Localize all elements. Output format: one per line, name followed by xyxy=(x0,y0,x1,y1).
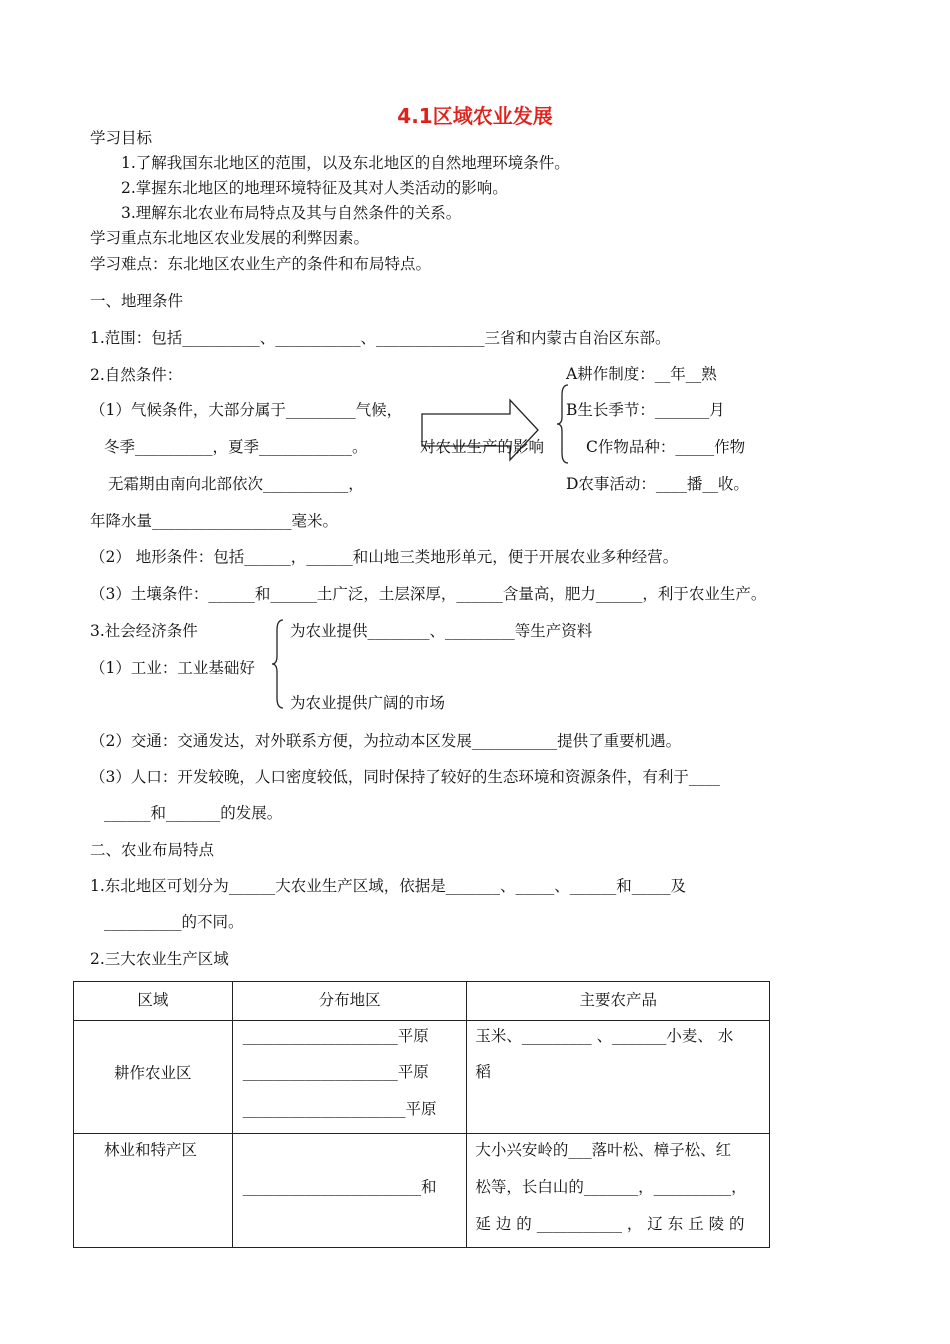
product-line: 稻 xyxy=(475,1063,491,1081)
agri-zones-table xyxy=(73,981,770,1248)
scope-line: 1.范围：包括__________、___________、______________三省和内蒙古自治区东部。 xyxy=(90,329,671,347)
table-row xyxy=(74,1134,770,1248)
table-row xyxy=(74,1021,770,1134)
climate-season-line: 冬季__________，夏季____________。 xyxy=(104,438,368,456)
section1-heading: 一、地理条件 xyxy=(90,292,184,310)
region-name: 林业和特产区 xyxy=(104,1141,198,1159)
learning-difficulty: 学习难点：东北地区农业生产的条件和布局特点。 xyxy=(90,255,432,273)
product-line: 松等，长白山的_______，__________， xyxy=(475,1178,747,1196)
climate-line: （1）气候条件，大部分属于_________气候， xyxy=(90,401,403,419)
impact-farm-activity: D农事活动：____播__收。 xyxy=(566,475,749,493)
page-title: 4.1区域农业发展 xyxy=(397,104,553,128)
impact-farming-system: A耕作制度：__年__熟 xyxy=(566,365,717,383)
social-heading: 3.社会经济条件 xyxy=(90,622,198,640)
objective-item: 1.了解我国东北地区的范围，以及东北地区的自然地理环境条件。 xyxy=(121,154,570,172)
section2-heading: 二、农业布局特点 xyxy=(90,841,215,859)
frost-line: 无霜期由南向北部依次___________， xyxy=(108,475,364,493)
area-plain: ____________________平原 xyxy=(242,1063,429,1081)
precipitation-line: 年降水量__________________毫米。 xyxy=(90,512,339,530)
product-line: 延 边 的 ___________ ， 辽 东 丘 陵 的 xyxy=(475,1215,745,1233)
soil-line: （3）土壤条件：______和______土广泛，土层深厚，______含量高，肥力______，利于农业生产。 xyxy=(90,585,767,603)
regions-line-2: __________的不同。 xyxy=(104,913,244,931)
table-header: 分布地区 xyxy=(318,991,381,1009)
table-header: 主要农产品 xyxy=(579,991,657,1009)
industry-line: （1）工业：工业基础好 xyxy=(90,659,255,677)
regions-line: 1.东北地区可划分为______大农业生产区域，依据是_______、_____、______和_____及 xyxy=(90,877,687,895)
impact-growing-season: B生长季节：_______月 xyxy=(566,401,725,419)
table-header-row xyxy=(74,982,770,1021)
objective-item: 3.理解东北农业布局特点及其与自然条件的关系。 xyxy=(121,204,462,222)
product-line: 玉米、_________ 、_______小麦、 水 xyxy=(475,1027,734,1045)
brace-icon xyxy=(556,383,570,465)
arrow-label: 对农业生产的影响 xyxy=(420,438,545,456)
area-plain: _____________________平原 xyxy=(242,1100,437,1118)
industry-supply-line: 为农业提供________、_________等生产资料 xyxy=(290,622,593,640)
table-caption: 2.三大农业生产区域 xyxy=(90,950,229,968)
population-line: （3）人口：开发较晚，人口密度较低，同时保持了较好的生态环境和资源条件，有利于____ xyxy=(90,768,720,786)
table-header: 区域 xyxy=(137,991,169,1009)
learning-focus: 学习重点东北地区农业发展的利弊因素。 xyxy=(90,229,370,247)
area-plain: ____________________平原 xyxy=(242,1027,429,1045)
population-line-2: ______和_______的发展。 xyxy=(104,804,283,822)
natural-heading: 2.自然条件： xyxy=(90,366,183,384)
objectives-heading: 学习目标 xyxy=(90,129,153,147)
brace-icon xyxy=(271,618,285,710)
region-name: 耕作农业区 xyxy=(114,1064,192,1082)
transport-line: （2）交通：交通发达，对外联系方便，为拉动本区发展___________提供了重要机遇。 xyxy=(90,732,682,750)
industry-market-line: 为农业提供广阔的市场 xyxy=(290,694,446,712)
terrain-line: （2） 地形条件：包括______，______和山地三类地形单元，便于开展农业多种经营。 xyxy=(90,548,679,566)
product-line: 大小兴安岭的___落叶松、樟子松、红 xyxy=(475,1141,732,1159)
area-line: _______________________和 xyxy=(242,1178,437,1196)
objective-item: 2.掌握东北地区的地理环境特征及其对人类活动的影响。 xyxy=(121,179,508,197)
impact-crop-variety: C作物品种：_____作物 xyxy=(586,438,746,456)
